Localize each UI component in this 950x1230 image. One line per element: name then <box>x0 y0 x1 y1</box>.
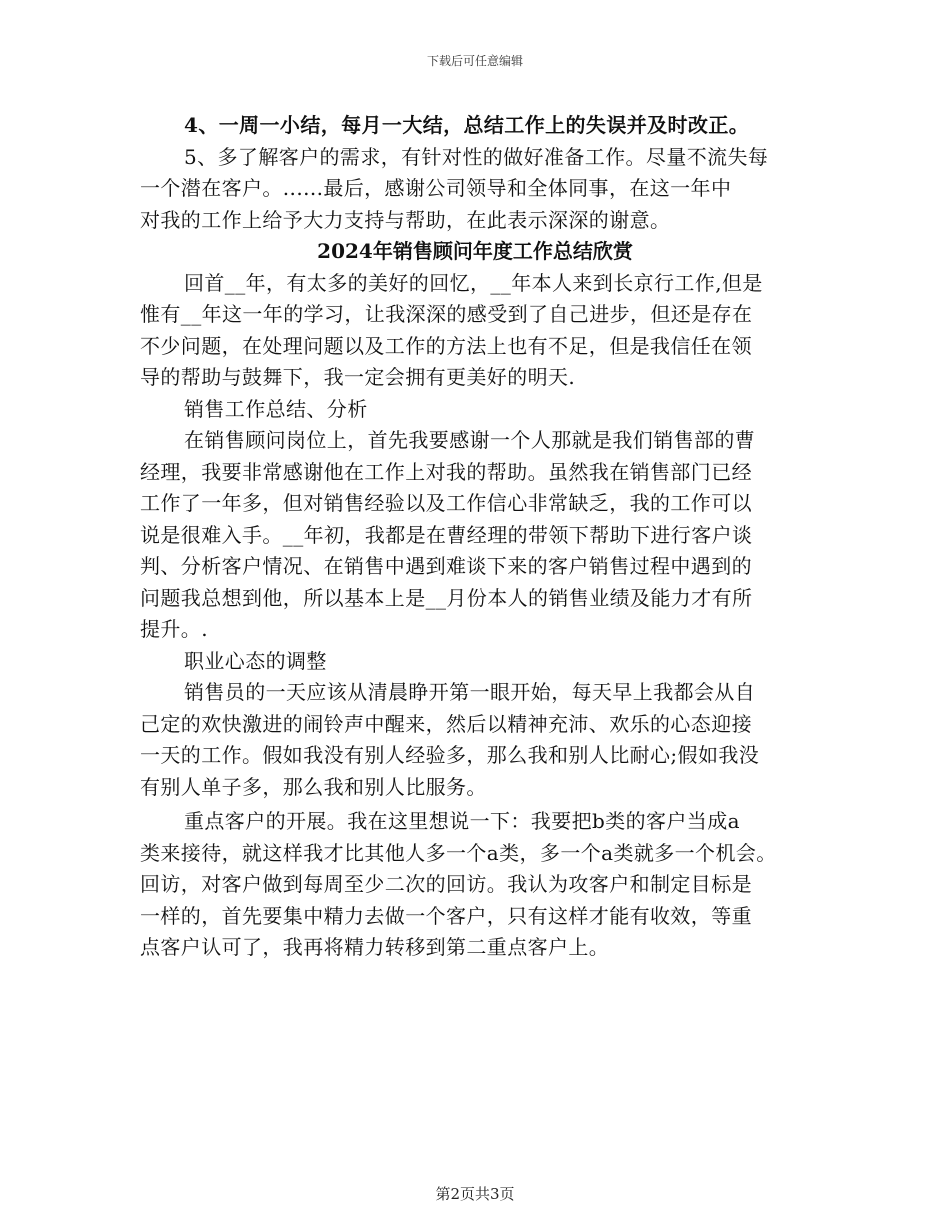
paragraph-line: 导的帮助与鼓舞下，我一定会拥有更美好的明天. <box>140 365 576 389</box>
paragraph-line: 惟有__年这一年的学习，让我深深的感受到了自己进步，但还是存在 <box>140 302 753 326</box>
sales-paragraph <box>140 425 810 646</box>
paragraph-line: 问题我总想到他，所以基本上是__月份本人的销售业绩及能力才有所 <box>140 585 753 610</box>
mindset-paragraph <box>140 677 810 803</box>
paragraph-line: 不少问题，在处理问题以及工作的方法上也有不足，但是我信任在领 <box>140 333 752 358</box>
paragraph-line: 5、多了解客户的需求，有针对性的做好准备工作。尽量不流失每 <box>184 144 769 169</box>
paragraph-line: 点客户认可了，我再将精力转移到第二重点客户上。 <box>140 935 610 959</box>
item-5-paragraph <box>140 142 810 237</box>
page-number-footer: 第2页共3页 <box>435 1185 515 1203</box>
paragraph-line: 类来接待，就这样我才比其他人多一个a类，多一个a类就多一个机会。 <box>140 840 777 865</box>
paragraph-line: 回访，对客户做到每周至少二次的回访。我认为攻客户和制定目标是 <box>140 872 752 896</box>
paragraph-line: 一样的，首先要集中精力去做一个客户，只有这样才能有收效，等重 <box>140 903 752 928</box>
document-body <box>140 110 810 964</box>
paragraph-line: 销售员的一天应该从清晨睁开第一眼开始，每天早上我都会从自 <box>184 680 756 704</box>
paragraph-line: 己定的欢快激进的闹铃声中醒来，然后以精神充沛、欢乐的心态迎接 <box>140 711 752 736</box>
paragraph-line: 判、分析客户情况、在销售中遇到难谈下来的客户销售过程中遇到的 <box>140 554 752 578</box>
paragraph-line: 说是很难入手。__年初，我都是在曹经理的带领下帮助下进行客户谈 <box>140 522 753 547</box>
paragraph-line: 工作了一年多，但对销售经验以及工作信心非常缺乏，我的工作可以 <box>140 491 752 515</box>
paragraph-line: 提升。. <box>140 617 208 641</box>
intro-paragraph <box>140 268 810 394</box>
section-heading-mindset: 职业心态的调整 <box>184 648 327 673</box>
paragraph-line: 重点客户的开展。我在这里想说一下：我要把b类的客户当成a <box>184 809 740 833</box>
section-heading-sales: 销售工作总结、分析 <box>184 396 368 421</box>
paragraph-line: 一天的工作。假如我没有别人经验多，那么我和别人比耐心;假如我没 <box>140 743 760 767</box>
item-4: 4、一周一小结，每月一大结，总结工作上的失误并及时改正。 <box>184 113 750 137</box>
paragraph-line: 有别人单子多，那么我和别人比服务。 <box>140 774 487 799</box>
document-title: 2024年销售顾问年度工作总结欣赏 <box>317 239 633 263</box>
paragraph-line: 对我的工作上给予大力支持与帮助，在此表示深深的谢意。 <box>140 207 671 232</box>
paragraph-line: 回首__年，有太多的美好的回忆，__年本人来到长京行工作,但是 <box>184 270 763 295</box>
paragraph-line: 一个潜在客户。......最后，感谢公司领导和全体同事，在这一年中 <box>140 176 732 200</box>
page-header-note: 下载后可任意编辑 <box>426 54 523 68</box>
paragraph-line: 在销售顾问岗位上，首先我要感谢一个人那就是我们销售部的曹 <box>184 428 756 452</box>
key-clients-paragraph <box>140 806 810 964</box>
paragraph-line: 经理，我要非常感谢他在工作上对我的帮助。虽然我在销售部门已经 <box>140 459 752 484</box>
